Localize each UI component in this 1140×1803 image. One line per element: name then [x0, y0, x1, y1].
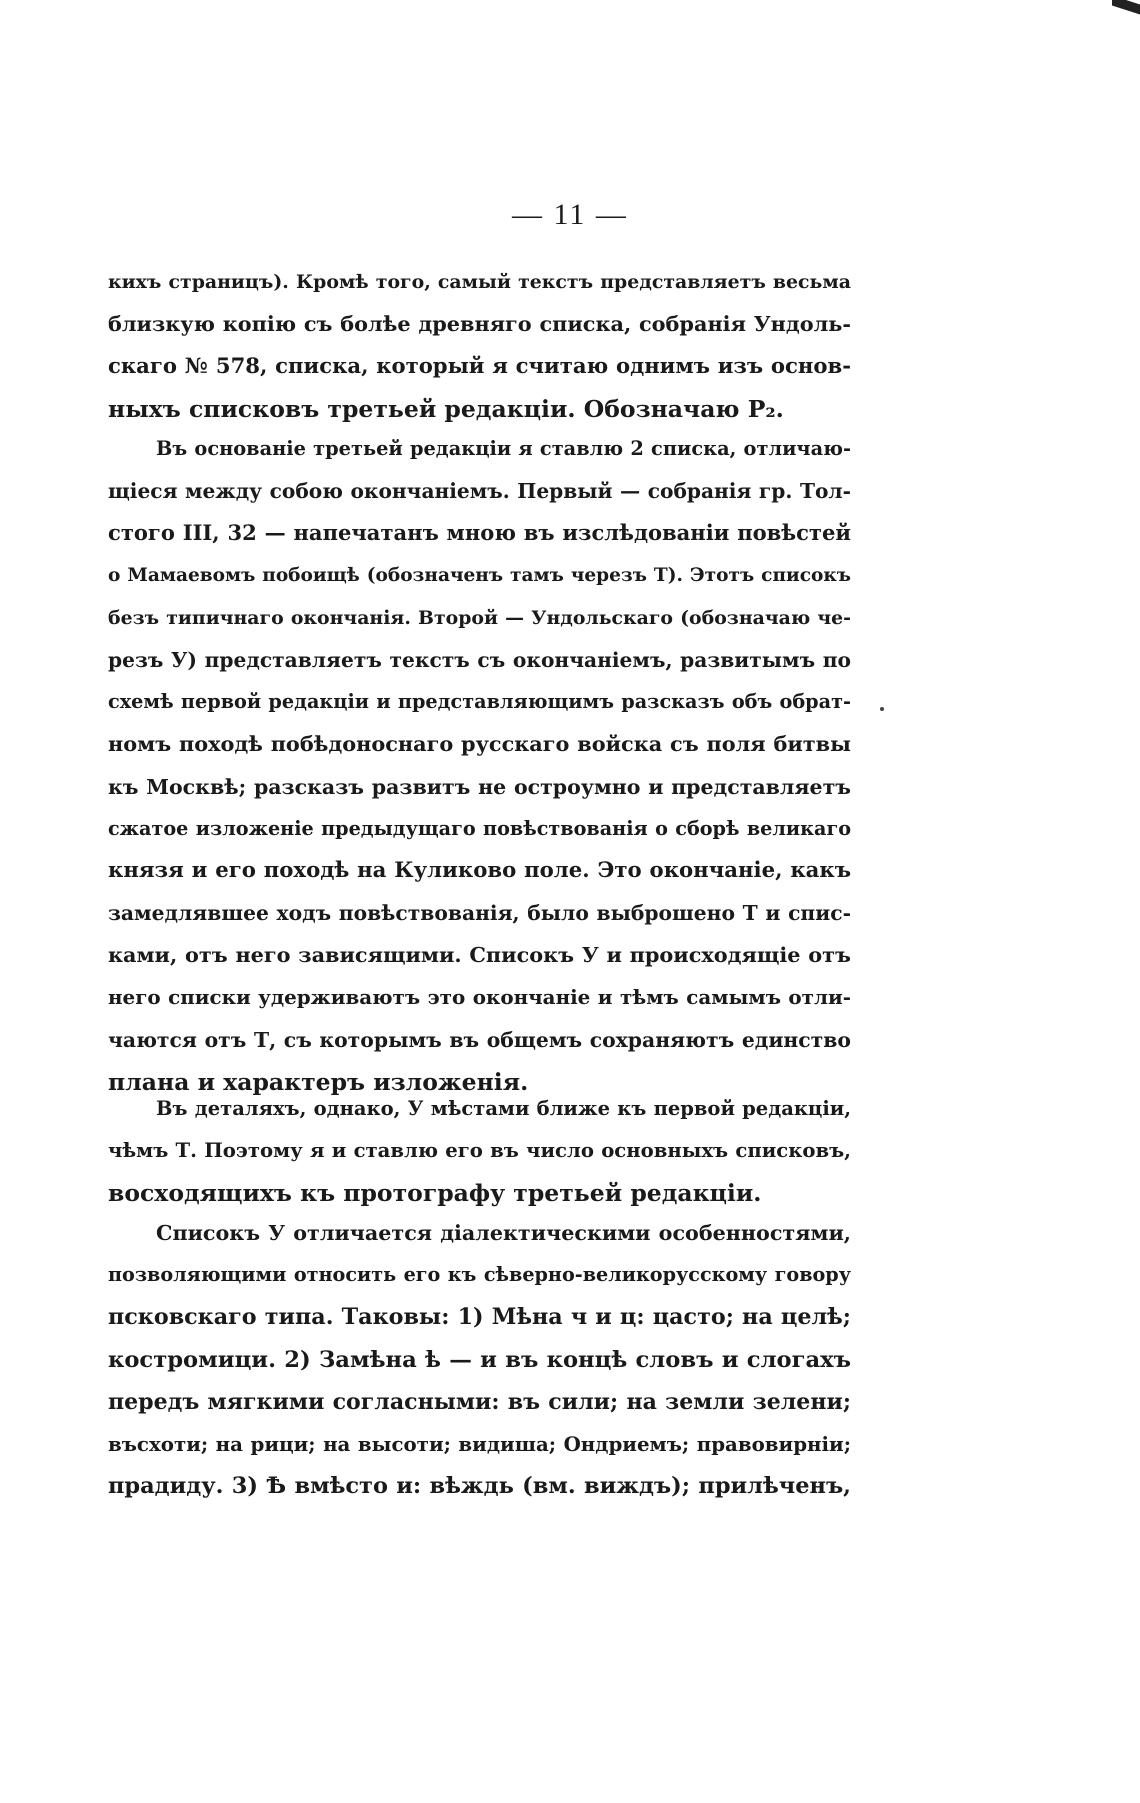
paragraph-2 [108, 428, 851, 1103]
text-line: схемѣ первой редакціи и представляющимъ разсказъ объ обрат- [108, 690, 851, 714]
text-line: ками, отъ него зависящими. Списокъ У и происходящіе отъ [108, 942, 851, 968]
paragraph-4 [108, 1212, 851, 1507]
paragraph-3 [108, 1088, 851, 1215]
text-line: щіеся между собою окончаніемъ. Первый — собранія гр. Тол- [108, 479, 851, 504]
text-line: въсхоти; на рици; на высоти; видиша; Ондриемъ; правовирніи; [108, 1431, 851, 1456]
text-line: Въ основаніе третьей редакціи я ставлю 2 списка, отличаю- [156, 437, 851, 460]
text-line: стого III, 32 — напечатанъ мною въ изслѣдованіи повѣстей [108, 520, 851, 546]
text-line: безъ типичнаго окончанія. Второй — Ундольскаго (обозначаю че- [108, 606, 851, 629]
text-line: резъ У) представляетъ текстъ съ окончаніемъ, развитымъ по [108, 647, 851, 672]
text-line: кихъ страницъ). Кромѣ того, самый текстъ представляетъ весьма [108, 271, 851, 293]
text-line: восходящихъ къ протографу третьей редакціи. [108, 1179, 762, 1208]
text-line: Въ деталяхъ, однако, У мѣстами ближе къ первой редакціи, [156, 1097, 851, 1120]
text-line: близкую копію съ болѣе древняго списка, собранія Ундоль- [108, 311, 851, 337]
text-line: плана и характеръ изложенія. [108, 1067, 529, 1096]
text-line: прадиду. 3) Ѣ вмѣсто и: вѣждь (вм. виждъ); прилѣченъ, [108, 1473, 851, 1500]
text-line: сжатое изложеніе предыдущаго повѣствованія о сборѣ великаго [108, 816, 851, 840]
text-line: передъ мягкими согласными: въ сили; на земли зелени; [108, 1388, 851, 1415]
paragraph-1 [108, 261, 851, 430]
text-line: него списки удерживаютъ это окончаніе и тѣмъ самымъ отли- [108, 985, 851, 1010]
text-line: номъ походѣ побѣдоноснаго русскаго войска съ поля битвы [108, 731, 851, 757]
text-line: скаго № 578, списка, который я считаю однимъ изъ основ- [108, 353, 851, 379]
text-line: позволяющими относить его къ сѣверно-великорусскому говору [108, 1263, 851, 1287]
text-line: костромици. 2) Замѣна ѣ — и въ концѣ словъ и слогахъ [108, 1346, 851, 1373]
ink-speck [880, 707, 884, 711]
text-line: замедлявшее ходъ повѣствованія, было выброшено Т и спис- [108, 901, 851, 926]
text-line: Списокъ У отличается діалектическими особенностями, [156, 1221, 851, 1245]
text-line: ныхъ списковъ третьей редакціи. Обозначаю Р₂. [108, 394, 784, 423]
text-line: князя и его походѣ на Куликово поле. Это окончаніе, какъ [108, 857, 851, 883]
text-line: псковскаго типа. Таковы: 1) Мѣна ч и ц: цасто; на целѣ; [108, 1304, 851, 1331]
text-line: къ Москвѣ; разсказъ развитъ не остроумно и представляетъ [108, 774, 851, 799]
text-line: чѣмъ Т. Поэтому я и ставлю его въ число основныхъ списковъ, [108, 1139, 851, 1163]
page-number: — 11 — [512, 198, 628, 231]
text-line: о Мамаевомъ побоищѣ (обозначенъ тамъ черезъ Т). Этотъ списокъ [108, 564, 851, 586]
scan-edge-mark [1112, 0, 1140, 15]
text-line: чаются отъ Т, съ которымъ въ общемъ сохраняютъ единство [108, 1027, 851, 1052]
